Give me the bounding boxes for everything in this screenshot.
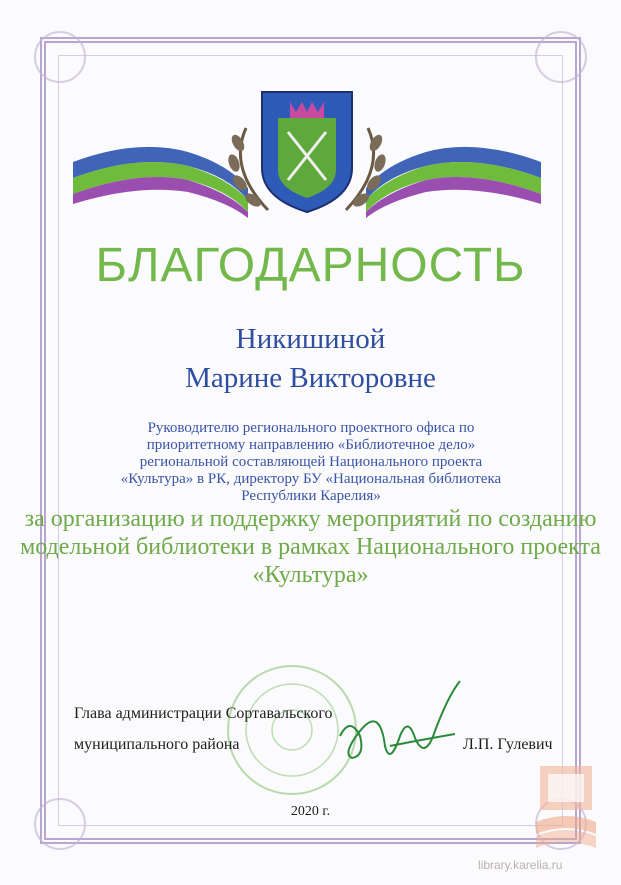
- recipient-surname: Никишиной: [235, 323, 386, 355]
- coat-of-arms-icon: [262, 92, 352, 212]
- signatory-title-line2: муниципального района: [74, 736, 240, 753]
- signature-icon: [330, 676, 470, 776]
- recipient-given-names: Марине Викторовне: [185, 362, 436, 394]
- corner-ornament: [535, 31, 587, 83]
- certificate-year: 2020 г.: [290, 804, 331, 819]
- recipient-position: Руководителю регионального проектного офиса по приоритетному направлению «Библиотечное дело» региональной составляющей Национального проекта «Культура» в РК, директору БУ «Национальная библиотека Республики Карелия»: [120, 420, 502, 504]
- corner-ornament: [34, 31, 86, 83]
- emblem-header: [68, 88, 546, 226]
- signatory-title-line1: Глава администрации Сортавальского: [74, 705, 333, 722]
- award-reason: за организацию и поддержку мероприятий по созданию модельной библиотеки в рамках Национального проекта «Культура»: [20, 506, 601, 588]
- signatory-name: Л.П. Гулевич: [463, 736, 553, 753]
- library-logo-icon: [470, 758, 610, 868]
- watermark-text: library.karelia.ru: [478, 858, 563, 872]
- certificate-title: БЛАГОДАРНОСТЬ: [95, 239, 526, 292]
